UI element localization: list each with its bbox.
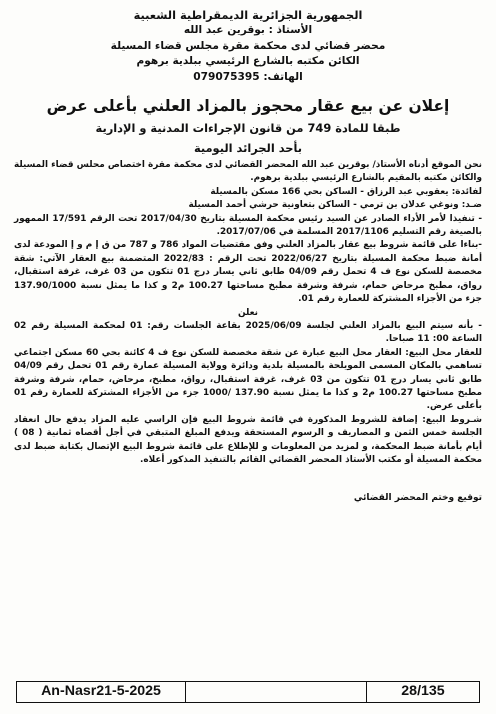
paragraph-debtor: ضـد: ونوغي عدلان بن ترمي - الساكن بتعاونية حرشي أحمد المسيلة — [188, 200, 482, 211]
paragraph-property-description: للعقار محل البيع: العقار محل البيع عبارة عن شقة مخصصة للسكن نوع ف 4 كائنة بحي 60 مسكن اجتماعي تساهمي بالمكان المسمى المويلحة بالمسيلة بلدية ودائرة وولاية المسيلة عمارة رقم 01 تحمل رقم 04/09 طابق ثاني يسار درج 01 تتكون من 03 غرف، غرفة استقبال، رواق، مطبخ، مرحاض، حمام، شرفة وشرفة مطبخ مساحتها 100.27 م2 و كذا ما يمثل نسبة 137.90 /1000 جزء من الأجزاء المشتركة للعمارة رقم 01 بأعلى عرض. — [14, 347, 483, 412]
header-republic: الجمهورية الجزائرية الديمقراطية الشعبية — [133, 8, 363, 22]
header-bailiff-name: الأستاذ : بوقرين عبد الله — [183, 24, 313, 37]
signature-line: توقيع وختم المحضر القضائي — [353, 493, 482, 504]
publication-footer — [16, 681, 480, 703]
header-court: محضر قضائي لدى محكمة مقرة مجلس قضاء المسيلة — [110, 39, 386, 52]
notice-subtitle-legal-basis: طبقا للمادة 749 من قانون الإجراءات المدنية و الإدارية — [95, 121, 401, 136]
notice-body — [14, 159, 482, 467]
notice-subtitle-newspaper: بأحد الجرائد اليومية — [193, 141, 303, 156]
paragraph-auction-date: - بأنه سيتم البيع بالمزاد العلني لجلسة 2025/06/09 بقاعة الجلسات رقم: 01 لمحكمة المسيلة رقم 02 الساعة 00: 11 صباحا. — [14, 320, 482, 345]
paragraph-sale-terms: شـروط البيع: إضافة للشروط المذكورة في قائمة شروط البيع فإن الراسي عليه المزاد يدفع حال انعقاد الجلسة خمس الثمن و المصاريف و الرسوم المستحقة ويدفع المبلغ المتبقي في أجل أقصاه ثمانية ( 08 ) أيام بأمانة ضبط المحكمة، و لمزيد من المعلومات و للإطلاع على قائمة شروط البيع الإتصال بكتابة ضبط لدى محكمة المسيلة أو مكتب الأستاذ المحضر القضائي القائم بالتنفيذ المذكور أعلاه. — [14, 414, 482, 465]
paragraph-beneficiary: لفائدة: يعقوبي عبد الرزاق - الساكن بحي 166 مسكن بالمسيلة — [210, 186, 482, 197]
header-office-address: الكائن مكتبه بالشارع الرئيسي ببلدية برهوم — [136, 55, 360, 68]
phone-label: الهاتف: — [263, 70, 303, 83]
paragraph-bailiff-intro: نحن الموقع أدناه الأستاذ/ بوقرين عبد الله المحضر القضائي لدى محكمة مقرة اختصاص محلس قضاء المسيلة والكائن مكتبه بالمقيم بالشارع الرئيسي ببلدية برهوم. — [14, 160, 482, 184]
publication-reference: An-Nasr21-5-2025 — [17, 682, 186, 702]
notice-number: 28/135 — [366, 682, 479, 702]
paragraph-sale-conditions-list: -بناءا على قائمة شروط بيع عقار بالمزاد العلني وفق مقتضيات المواد 786 و 787 من ق إ م و إ المودعة لدى أمانة ضبط محكمة المسيلة بتاريخ 2022/06/27 تحت الرقم : 2022/83 المتضمنة بيع العقار الآتي: شقة مخصصة للسكن نوع ف 4 تحمل رقم 04/09 طابق ثاني يسار درج 01 تتكون من 03 غرف، غرفة استقبال، رواق، مطبخ مرحاض حمام، شرفة وشرفة مطبخ مساحتها 100.27 م2 و كذا ما يمثل نسبة 137.90/1000 جزء من الأجزاء المشتركة للعمارة رقم 01. — [14, 240, 482, 305]
paragraph-announce: نعلن — [238, 307, 258, 318]
paragraph-execution-order: - تنفيذا لأمر الأداء الصادر عن السيد رئيس محكمة المسيلة بتاريخ 2017/04/30 تحت الرقم 17/591 الممهور بالصيغة رقم التسليم 2017/1106 المسلمة في 2017/07/06. — [14, 213, 482, 238]
header-phone-line — [14, 70, 482, 85]
phone-number: 079075395 — [193, 70, 260, 83]
document-header — [14, 8, 482, 85]
notice-title: إعلان عن بيع عقار محجوز بالمزاد العلني بأعلى عرض — [46, 97, 450, 116]
